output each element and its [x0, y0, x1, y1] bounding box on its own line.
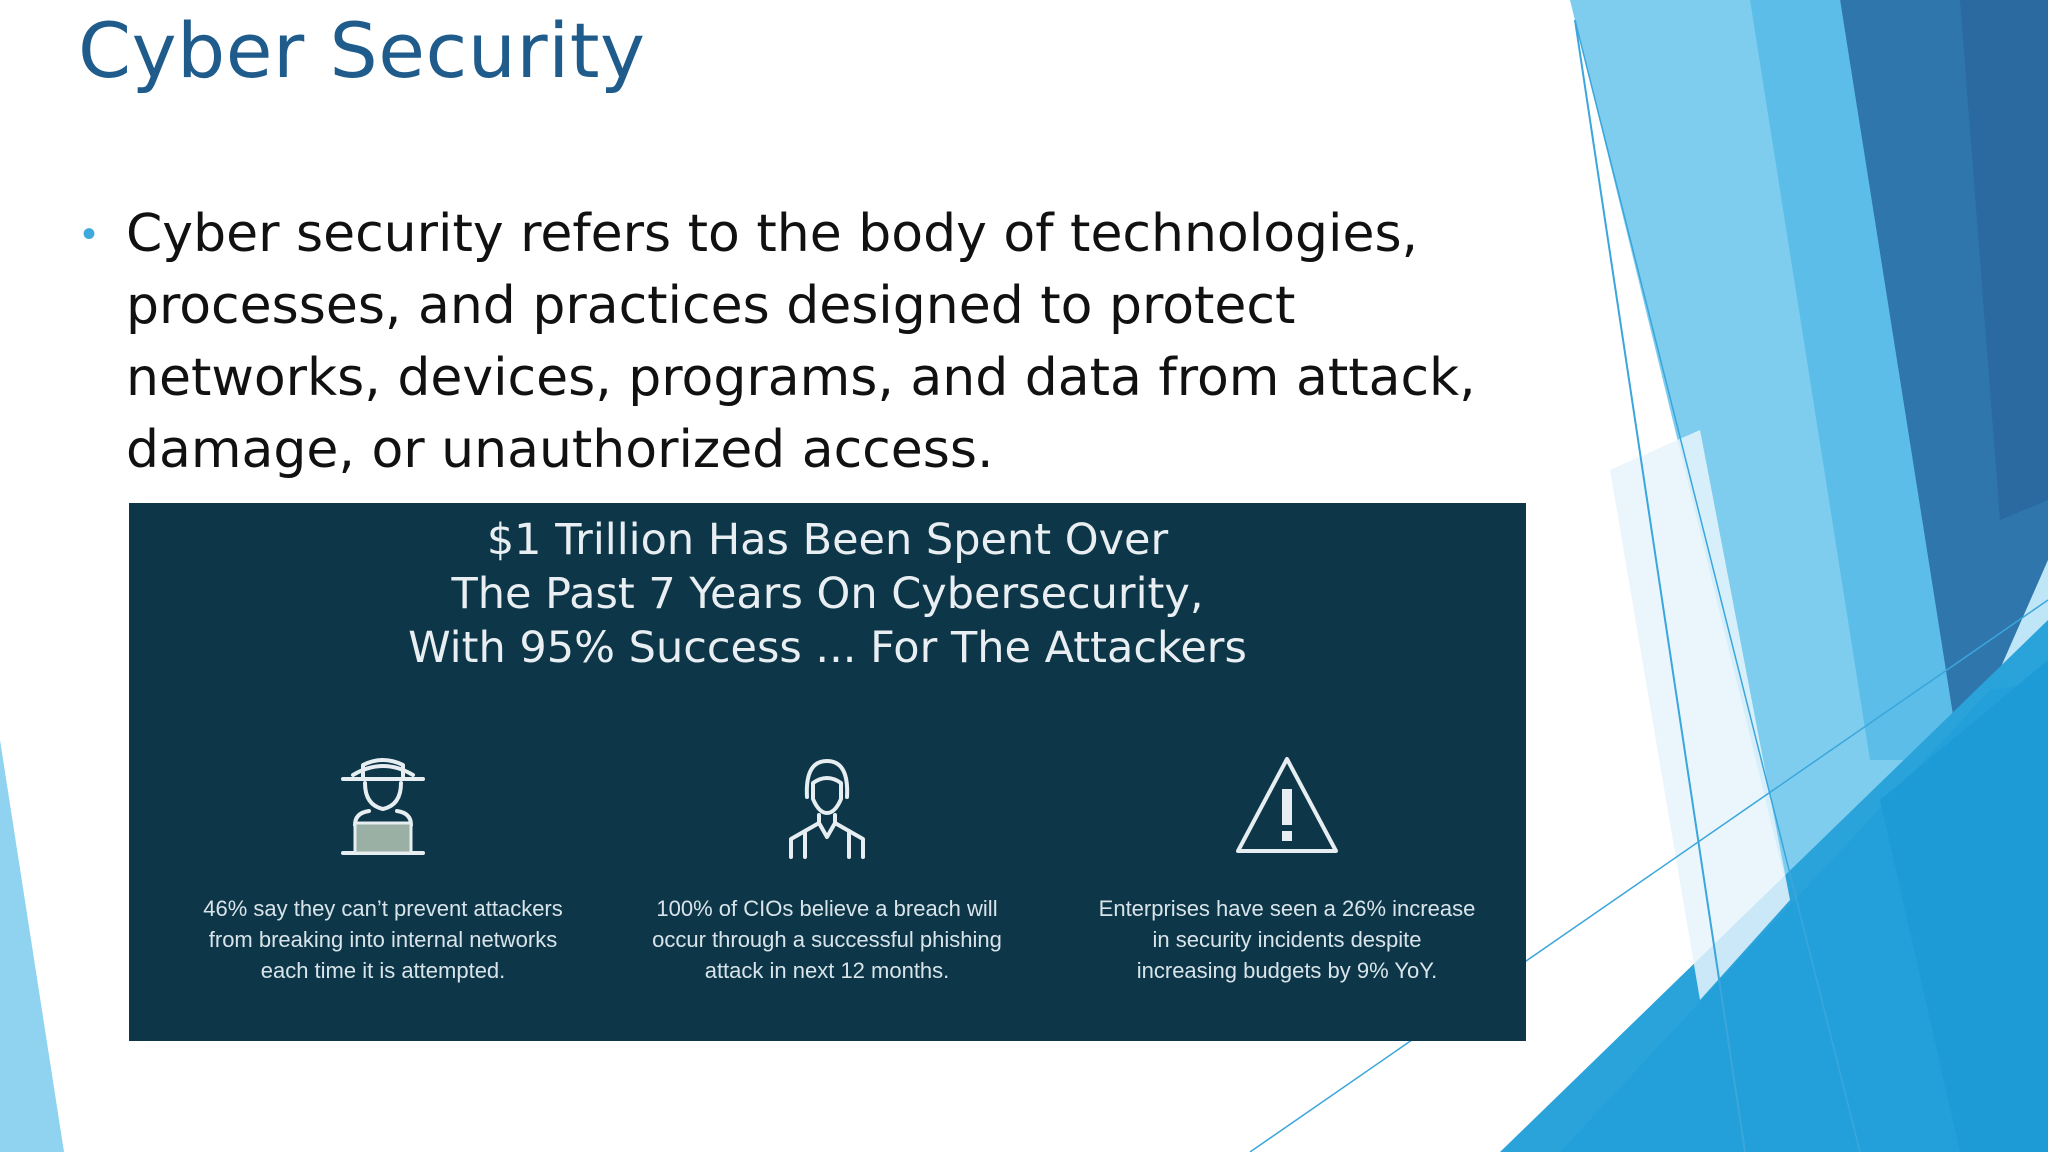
stat-line: 100% of CIOs believe a breach will	[656, 896, 998, 921]
warning-icon	[1232, 753, 1342, 863]
stat-line: each time it is attempted.	[260, 958, 506, 983]
hacker-icon	[333, 753, 433, 863]
stat-line: 46% say they can’t prevent attackers	[203, 896, 563, 921]
left-accent-wedge	[0, 740, 64, 1152]
stat-text-enterprises	[1077, 893, 1497, 986]
stat-text-attackers	[173, 893, 593, 986]
stat-text-cios	[617, 893, 1037, 986]
stat-line: Enterprises have seen a 26% increase	[1098, 896, 1476, 921]
headline-line-2: The Past 7 Years On Cybersecurity,	[451, 569, 1204, 619]
headline-line-1: $1 Trillion Has Been Spent Over	[486, 515, 1169, 565]
stat-line: attack in next 12 months.	[704, 958, 950, 983]
bullet-text: Cyber security refers to the body of technologies, processes, and practices designed to protect networks, devices, programs, and data from attack, damage, or unauthorized access.	[126, 204, 1476, 480]
headline-line-3: With 95% Success ... For The Attackers	[408, 623, 1247, 673]
slide-title: Cyber Security	[78, 6, 646, 95]
stat-line: increasing budgets by 9% YoY.	[1136, 958, 1438, 983]
stat-block-attackers	[173, 753, 593, 986]
infographic-headline	[129, 513, 1526, 675]
person-icon	[777, 753, 877, 863]
stat-block-enterprises	[1077, 753, 1497, 986]
stat-line: from breaking into internal networks	[208, 927, 558, 952]
stat-line: in security incidents despite	[1152, 927, 1422, 952]
stat-block-cios	[617, 753, 1037, 986]
bullet-item	[82, 198, 1512, 486]
bullet-dot-icon: •	[82, 212, 97, 256]
stat-line: occur through a successful phishing	[652, 927, 1002, 952]
infographic-image	[129, 503, 1526, 1041]
